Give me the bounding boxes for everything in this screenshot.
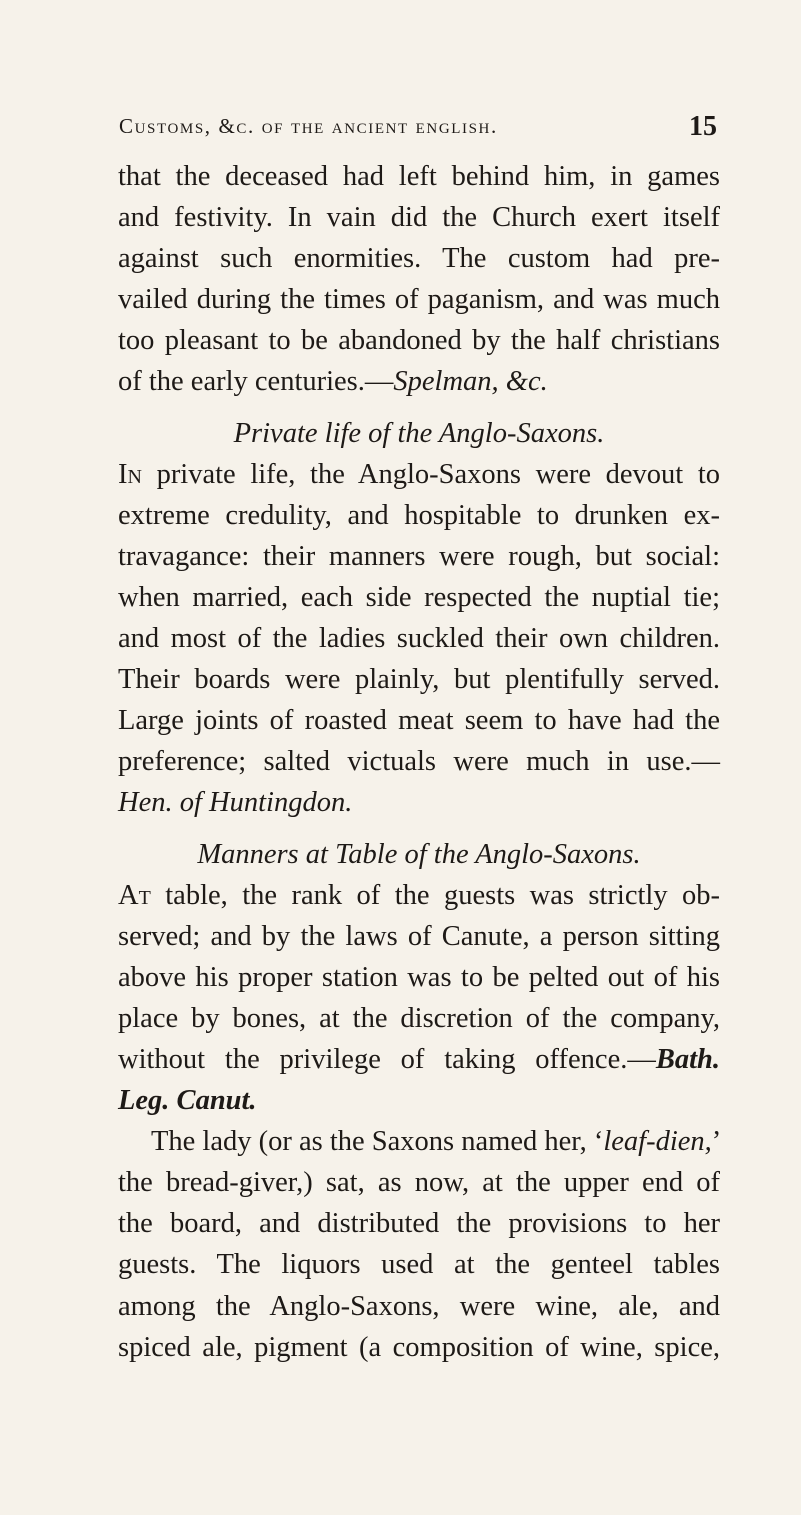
section-heading-private-life: Private life of the Anglo-Saxons. — [233, 417, 605, 449]
running-head — [117, 111, 717, 147]
text-line: against such enormities. The custom had pre- — [118, 243, 720, 275]
paragraph-manners — [118, 875, 720, 1122]
citation: Leg. Canut. — [118, 1085, 257, 1117]
citation: Spelman, &c. — [393, 366, 548, 398]
text-line: and festivity. In vain did the Church exert itself — [118, 202, 720, 234]
anglo-saxon-term: leaf-dien, — [603, 1126, 712, 1158]
citation: Bath. — [655, 1043, 720, 1075]
text-line — [118, 1121, 720, 1162]
text-line: extreme credulity, and hospitable to drunken ex- — [118, 499, 720, 531]
line-text: table, the rank of the guests was strictly ob- — [150, 879, 720, 911]
citation: Hen. of Huntingdon. — [118, 787, 353, 819]
running-title: Customs, &c. of the ancient english. — [119, 114, 498, 138]
paragraph-continuation — [118, 156, 720, 403]
text-line — [118, 1039, 720, 1080]
body-text — [118, 156, 720, 1368]
text-line: Their boards were plainly, but plentifully served. — [118, 664, 720, 696]
text-line: travagance: their manners were rough, but social: — [118, 540, 720, 572]
line-text: without the privilege of taking offence.— — [118, 1043, 656, 1075]
text-line: when married, each side respected the nuptial tie; — [118, 581, 720, 613]
text-line: that the deceased had left behind him, in games — [118, 161, 720, 192]
text-line: among the Anglo-Saxons, were wine, ale, and — [118, 1290, 720, 1322]
section-heading-manners-at-table: Manners at Table of the Anglo-Saxons. — [197, 838, 641, 870]
text-line — [118, 875, 720, 916]
line-text: private life, the Anglo-Saxons were devout to — [141, 458, 720, 490]
text-line — [118, 454, 720, 495]
line-text: The lady (or as the Saxons named her, ‘ — [151, 1126, 604, 1158]
text-line: guests. The liquors used at the genteel tables — [118, 1249, 720, 1281]
text-line: spiced ale, pigment (a composition of wine, spice, — [118, 1331, 720, 1363]
text-line: the bread-giver,) sat, as now, at the upper end of — [118, 1167, 720, 1199]
paragraph-private-life — [118, 454, 720, 824]
initial-word: At — [118, 879, 151, 911]
text-line: above his proper station was to be pelted out of his — [118, 961, 720, 993]
text-line: the board, and distributed the provisions to her — [118, 1208, 720, 1240]
initial-word: In — [118, 458, 142, 490]
text-line: and most of the ladies suckled their own children. — [118, 623, 720, 655]
text-line: served; and by the laws of Canute, a person sitting — [118, 920, 720, 952]
text-line: place by bones, at the discretion of the company, — [118, 1002, 720, 1034]
text-line: vailed during the times of paganism, and was much — [118, 284, 720, 316]
line-text: ’ — [711, 1126, 722, 1158]
page-number: 15 — [689, 111, 717, 142]
line-text: of the early centuries.— — [118, 366, 394, 398]
text-line: preference; salted victuals were much in use.— — [118, 746, 720, 778]
paragraph-lady — [118, 1121, 720, 1368]
text-line — [118, 361, 720, 402]
text-line: Large joints of roasted meat seem to have had the — [118, 705, 720, 737]
text-line: too pleasant to be abandoned by the half christians — [118, 325, 720, 357]
